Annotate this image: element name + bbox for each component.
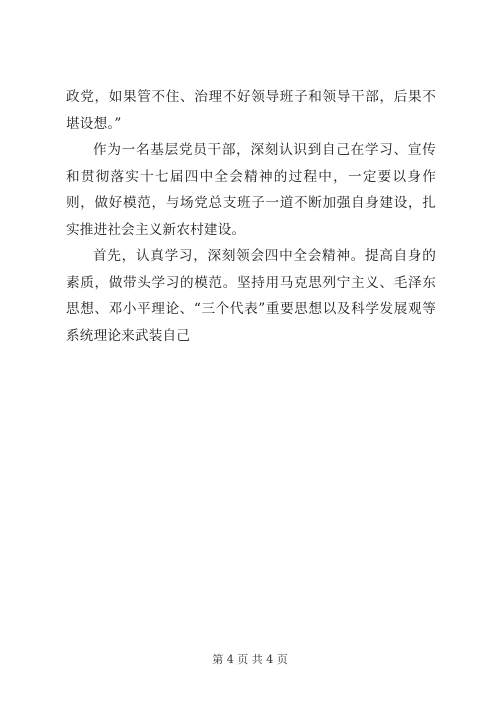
document-body xyxy=(66,84,436,349)
paragraph-role-statement: 作为一名基层党员干部，深刻认识到自己在学习、宣传和贯彻落实十七届四中全会精神的过程中，一定要以身作则，做好模范，与场党总支班子一道不断加强自身建设，扎实推进社会主义新农村建设。 xyxy=(66,142,436,238)
page-number-footer: 第 4 页 共 4 页 xyxy=(212,653,288,666)
paragraph-continued: 政党，如果管不住、治理不好领导班子和领导干部，后果不堪设想。” xyxy=(66,89,436,132)
paragraph-study-first: 首先，认真学习，深刻领会四中全会精神。提高自身的素质，做带头学习的模范。坚持用马克思列宁主义、毛泽东思想、邓小平理论、“三个代表”重要思想以及科学发展观等系统理论来武装自己 xyxy=(66,248,436,344)
